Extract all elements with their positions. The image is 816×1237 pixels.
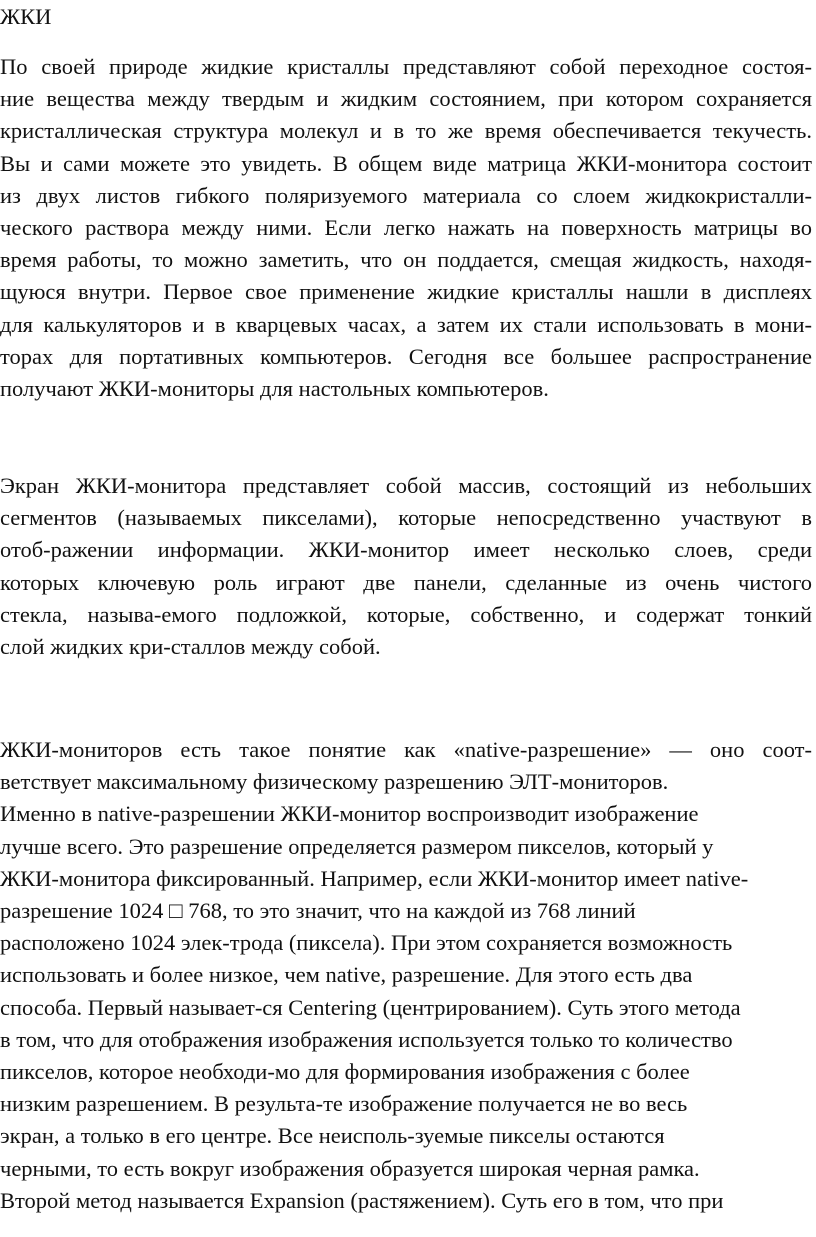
text-line: экран, а только в его центре. Все неисполь-зуемые пикселы остаются	[0, 1123, 665, 1149]
text-line: ветствует максимальному физическому разрешению ЭЛТ-мониторов.	[0, 769, 669, 795]
text-line: разрешение 1024 □ 768, то это значит, что на каждой из 768 линий	[0, 898, 636, 923]
text-line: слой жидких кри-сталлов между собой.	[0, 634, 381, 659]
text-line: черными, то есть вокруг изображения образуется широкая черная рамка.	[0, 1155, 700, 1181]
text-line: время работы, то можно заметить, что он поддается, смещая жидкость, находя-	[0, 247, 812, 273]
text-line: получают ЖКИ-мониторы для настольных компьютеров.	[0, 376, 549, 401]
text-line: щуюся внутри. Первое свое применение жидкие кристаллы нашли в дисплеях	[0, 279, 812, 305]
text-line: Именно в native-разрешении ЖКИ-монитор воспроизводит изображение	[0, 801, 699, 827]
text-line: торах для портативных компьютеров. Сегодня все большее распространение	[0, 343, 812, 369]
text-line: Второй метод называется Expansion (растяжением). Суть его в том, что при	[0, 1187, 724, 1213]
text-line: для калькуляторов и в кварцевых часах, а затем их стали использовать в мони-	[0, 311, 812, 337]
text-line: пикселов, которое необходи-мо для формирования изображения с более	[0, 1059, 690, 1084]
text-line: ЖКИ-монитора фиксированный. Например, если ЖКИ-монитор имеет native-	[0, 865, 749, 891]
text-line: в том, что для отображения изображения используется только то количество	[0, 1026, 733, 1052]
text-line: расположено 1024 элек-трода (пиксела). При этом сохраняется возможность	[0, 930, 733, 956]
text-line: стекла, называ-емого подложкой, которые, собственно, и содержат тонкий	[0, 601, 812, 627]
text-line: сегментов (называемых пикселами), которые непосредственно участвуют в	[0, 505, 812, 531]
text-line: По своей природе жидкие кристаллы представляют собой переходное состоя-	[0, 54, 812, 79]
document-title: ЖКИ	[0, 4, 52, 29]
text-line: ческого раствора между ними. Если легко нажать на поверхность матрицы во	[0, 215, 812, 240]
text-line: ние вещества между твердым и жидким состоянием, при котором сохраняется	[0, 86, 812, 112]
text-line: ЖКИ-мониторов есть такое понятие как «native-разрешение» — оно соот-	[0, 737, 812, 762]
text-line: низким разрешением. В результа-те изображение получается не во весь	[0, 1091, 688, 1117]
text-line: Экран ЖКИ-монитора представляет собой массив, состоящий из небольших	[0, 473, 812, 498]
text-line: из двух листов гибкого поляризуемого материала со слоем жидкокристалли-	[0, 182, 812, 208]
text-line: использовать и более низкое, чем native, разрешение. Для этого есть два	[0, 962, 693, 988]
text-line: отоб-ражении информации. ЖКИ-монитор имеет несколько слоев, среди	[0, 537, 812, 563]
text-line: кристаллическая структура молекул и в то же время обеспечивается текучесть.	[0, 118, 812, 144]
text-line: способа. Первый называет-ся Centering (центрированием). Суть этого метода	[0, 994, 741, 1020]
text-line: лучше всего. Это разрешение определяется размером пикселов, который у	[0, 833, 714, 859]
text-line: которых ключевую роль играют две панели, сделанные из очень чистого	[0, 569, 812, 595]
text-line: Вы и сами можете это увидеть. В общем виде матрица ЖКИ-монитора состоит	[0, 150, 812, 176]
